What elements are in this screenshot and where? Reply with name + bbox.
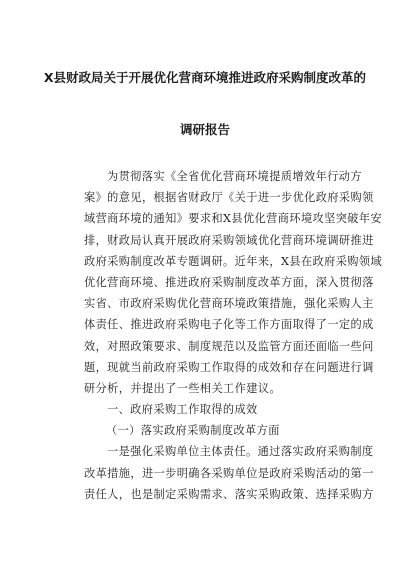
section-heading: 一、政府采购工作取得的成效 xyxy=(107,403,258,417)
body-line: 一是强化采购单位主体责任。通过落实政府采购制度 xyxy=(107,445,374,459)
document-title-line2: 调研报告 xyxy=(179,122,230,137)
body-line: 排，财政局认真开展政府采购领域优化营商环境调研推进 xyxy=(84,233,374,247)
body-line: 案》的意见，根据省财政厅《关于进一步优化政府采购领 xyxy=(84,191,374,205)
document-body xyxy=(84,166,383,505)
body-line: 实省、市政府采购优化营商环境政策措施，强化采购人主 xyxy=(84,297,374,311)
body-line: 效，对照政策要求、制度规范以及监管方面还面临一些问 xyxy=(84,339,374,353)
body-line: 责任人，也是制定采购需求、落实采购政策、选择采购方 xyxy=(84,487,374,501)
body-line: 研分析，并提出了一些相关工作建议。 xyxy=(84,381,281,395)
body-line: 体责任、推进政府采购电子化等工作方面取得了一定的成 xyxy=(84,318,374,332)
body-line: 域营商环境的通知》要求和X县优化营商环境攻坚突破年安 xyxy=(84,212,383,226)
body-line: 优化营商环境、推进政府采购制度改革方面，深入贯彻落 xyxy=(84,275,374,289)
body-line: 为贯彻落实《全省优化营商环境提质增效年行动方 xyxy=(107,170,362,183)
body-line: 题，现就当前政府采购工作取得的成效和存在问题进行调 xyxy=(84,360,374,374)
body-line: 政府采购制度改革专题调研。近年来，X县在政府采购领域 xyxy=(84,254,383,268)
body-line: 改革措施，进一步明确各采购单位是政府采购活动的第一 xyxy=(84,466,374,480)
subsection-heading: （一）落实政府采购制度改革方面 xyxy=(106,424,280,438)
document-title: X县财政局关于开展优化营商环境推进政府采购制度改革的 xyxy=(43,70,367,85)
